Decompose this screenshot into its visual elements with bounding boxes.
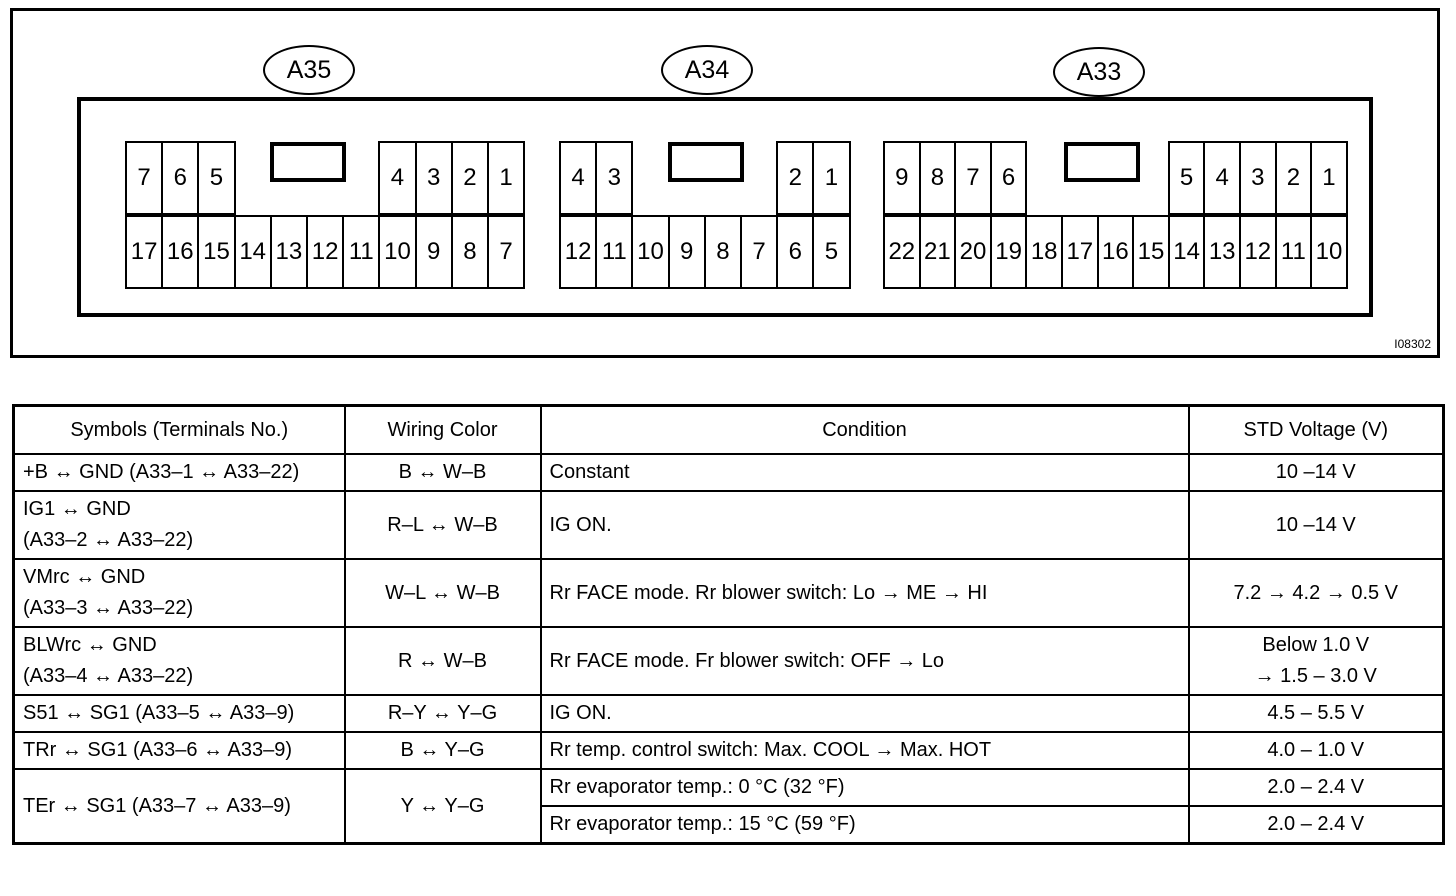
wiring-color-cell: Y ↔ Y–G <box>345 769 541 844</box>
symbol-cell <box>14 695 345 732</box>
std-voltage-cell <box>1189 806 1444 844</box>
terminal-a34-8: 8 <box>704 215 742 289</box>
terminal-a34-3: 3 <box>595 141 633 215</box>
header-symbols: Symbols (Terminals No.) <box>14 406 345 455</box>
symbol-line: IG1 ↔ GND <box>23 498 131 520</box>
terminal-a33-3: 3 <box>1239 141 1277 215</box>
terminal-a35-13: 13 <box>270 215 308 289</box>
voltage-line: 2.0 – 2.4 V <box>1267 813 1365 835</box>
voltage-spec-table <box>12 404 1445 845</box>
std-voltage-cell <box>1189 732 1444 769</box>
symbol-line: (A33–2 ↔ A33–22) <box>23 529 194 551</box>
table-body <box>14 454 1444 844</box>
symbol-cell <box>14 627 345 695</box>
terminal-a33-19: 19 <box>990 215 1028 289</box>
terminal-a35-12: 12 <box>306 215 344 289</box>
terminal-a33-22: 22 <box>883 215 921 289</box>
voltage-line: 2.0 – 2.4 V <box>1267 776 1365 798</box>
wiring-color-cell: R–L ↔ W–B <box>345 491 541 559</box>
symbol-cell <box>14 491 345 559</box>
terminal-a33-12: 12 <box>1239 215 1277 289</box>
std-voltage-cell <box>1189 627 1444 695</box>
wiring-color-cell: R–Y ↔ Y–G <box>345 695 541 732</box>
terminal-a34-2: 2 <box>776 141 814 215</box>
voltage-line: → 1.5 – 3.0 V <box>1254 665 1377 687</box>
terminal-a33-21: 21 <box>919 215 957 289</box>
condition-cell: Rr FACE mode. Rr blower switch: Lo → ME → HI <box>541 559 1189 627</box>
voltage-line: 10 –14 V <box>1275 461 1356 483</box>
table-row <box>14 695 1444 732</box>
header-std-voltage: STD Voltage (V) <box>1189 406 1444 455</box>
condition-cell: Rr evaporator temp.: 0 °C (32 °F) <box>541 769 1189 806</box>
table-row <box>14 454 1444 491</box>
wiring-color-cell: R ↔ W–B <box>345 627 541 695</box>
terminal-a34-12: 12 <box>559 215 597 289</box>
std-voltage-cell <box>1189 491 1444 559</box>
terminal-a34-5: 5 <box>812 215 850 289</box>
connector-label-a33: A33 <box>1053 47 1145 97</box>
terminal-a35-9: 9 <box>415 215 453 289</box>
condition-cell: IG ON. <box>541 491 1189 559</box>
terminal-a33-4: 4 <box>1203 141 1241 215</box>
terminal-a35-10: 10 <box>378 215 416 289</box>
table-row <box>14 559 1444 627</box>
terminal-a35-17: 17 <box>125 215 163 289</box>
terminal-a33-2: 2 <box>1275 141 1313 215</box>
terminal-a34-6: 6 <box>776 215 814 289</box>
terminal-a33-15: 15 <box>1132 215 1170 289</box>
symbol-cell <box>14 454 345 491</box>
terminal-a35-2: 2 <box>451 141 489 215</box>
condition-cell: Rr temp. control switch: Max. COOL → Max. HOT <box>541 732 1189 769</box>
table-row <box>14 732 1444 769</box>
terminal-a33-9: 9 <box>883 141 921 215</box>
symbol-line: VMrc ↔ GND <box>23 566 146 588</box>
symbol-cell <box>14 732 345 769</box>
condition-cell: Rr FACE mode. Fr blower switch: OFF → Lo <box>541 627 1189 695</box>
connector-diagram <box>10 8 1440 358</box>
symbol-line: TEr ↔ SG1 (A33–7 ↔ A33–9) <box>23 794 291 817</box>
voltage-line: 4.0 – 1.0 V <box>1267 739 1365 761</box>
header-condition: Condition <box>541 406 1189 455</box>
terminal-a33-7: 7 <box>954 141 992 215</box>
table-row <box>14 627 1444 695</box>
terminal-a33-17: 17 <box>1061 215 1099 289</box>
std-voltage-cell <box>1189 695 1444 732</box>
voltage-line: 10 –14 V <box>1275 513 1356 536</box>
terminal-a33-8: 8 <box>919 141 957 215</box>
terminal-a33-11: 11 <box>1275 215 1313 289</box>
symbol-line: (A33–3 ↔ A33–22) <box>23 597 194 619</box>
terminal-a33-5: 5 <box>1168 141 1206 215</box>
figure-id: I08302 <box>1394 337 1431 351</box>
voltage-line: Below 1.0 V <box>1262 634 1370 656</box>
voltage-line: 7.2 → 4.2 → 0.5 V <box>1233 581 1399 604</box>
terminal-a35-7: 7 <box>125 141 163 215</box>
table-row <box>14 491 1444 559</box>
terminal-a35-14: 14 <box>234 215 272 289</box>
connector-label-a35: A35 <box>263 45 355 95</box>
std-voltage-cell <box>1189 769 1444 806</box>
terminal-a35-7: 7 <box>487 215 525 289</box>
terminal-a35-4: 4 <box>378 141 416 215</box>
terminal-a34-4: 4 <box>559 141 597 215</box>
terminal-a34-9: 9 <box>668 215 706 289</box>
terminal-a33-10: 10 <box>1310 215 1348 289</box>
terminal-a33-6: 6 <box>990 141 1028 215</box>
terminal-a33-20: 20 <box>954 215 992 289</box>
symbol-cell <box>14 559 345 627</box>
terminal-a35-15: 15 <box>197 215 235 289</box>
terminal-a34-7: 7 <box>740 215 778 289</box>
symbol-line: TRr ↔ SG1 (A33–6 ↔ A33–9) <box>23 739 293 761</box>
terminal-a35-1: 1 <box>487 141 525 215</box>
terminal-a33-18: 18 <box>1025 215 1063 289</box>
table-row <box>14 769 1444 806</box>
std-voltage-cell <box>1189 454 1444 491</box>
header-wiring-color: Wiring Color <box>345 406 541 455</box>
terminal-a35-6: 6 <box>161 141 199 215</box>
condition-cell: Rr evaporator temp.: 15 °C (59 °F) <box>541 806 1189 844</box>
connector-label-a34: A34 <box>661 45 753 95</box>
table-header-row <box>14 406 1444 455</box>
terminal-a35-3: 3 <box>415 141 453 215</box>
terminal-a33-13: 13 <box>1203 215 1241 289</box>
symbol-line: BLWrc ↔ GND <box>23 634 157 656</box>
terminal-a34-11: 11 <box>595 215 633 289</box>
connector-key-a35 <box>270 142 346 182</box>
terminal-a33-16: 16 <box>1097 215 1135 289</box>
symbol-line: +B ↔ GND (A33–1 ↔ A33–22) <box>23 461 300 483</box>
condition-cell: Constant <box>541 454 1189 491</box>
symbol-line: S51 ↔ SG1 (A33–5 ↔ A33–9) <box>23 702 295 724</box>
terminal-a34-1: 1 <box>812 141 850 215</box>
terminal-a35-11: 11 <box>342 215 380 289</box>
symbol-line: (A33–4 ↔ A33–22) <box>23 665 194 687</box>
connector-key-a33 <box>1064 142 1140 182</box>
condition-cell: IG ON. <box>541 695 1189 732</box>
terminal-a35-5: 5 <box>197 141 235 215</box>
terminal-a35-8: 8 <box>451 215 489 289</box>
terminal-a33-14: 14 <box>1168 215 1206 289</box>
voltage-line: 4.5 – 5.5 V <box>1267 702 1365 724</box>
wiring-color-cell: W–L ↔ W–B <box>345 559 541 627</box>
std-voltage-cell <box>1189 559 1444 627</box>
terminal-a35-16: 16 <box>161 215 199 289</box>
wiring-color-cell: B ↔ Y–G <box>345 732 541 769</box>
connector-key-a34 <box>668 142 744 182</box>
symbol-cell <box>14 769 345 844</box>
wiring-color-cell: B ↔ W–B <box>345 454 541 491</box>
terminal-a34-10: 10 <box>631 215 669 289</box>
terminal-a33-1: 1 <box>1310 141 1348 215</box>
